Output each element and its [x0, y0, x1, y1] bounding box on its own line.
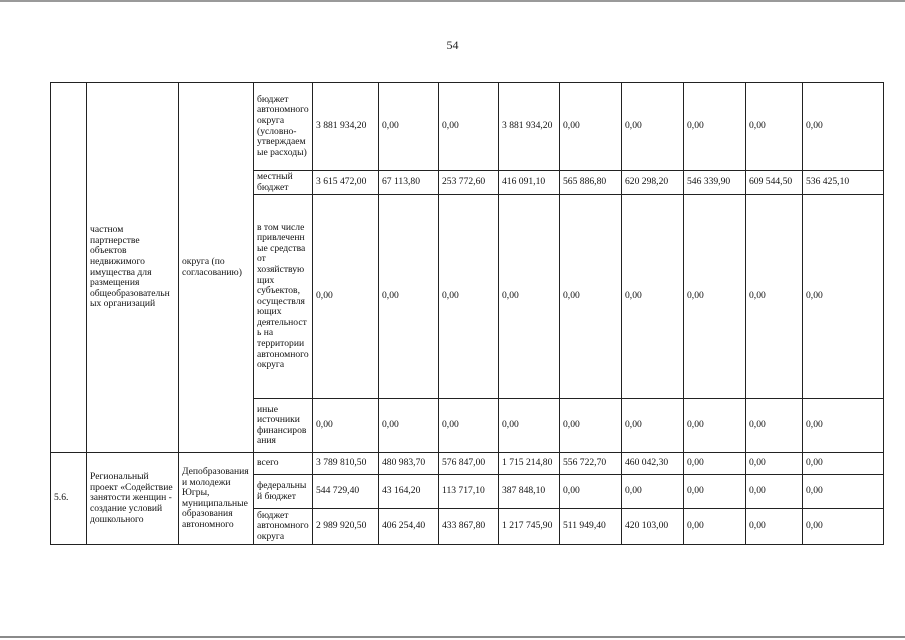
- value-cell: 3 881 934,20: [499, 83, 560, 171]
- value-cell: 0,00: [313, 399, 379, 453]
- value-cell: 0,00: [560, 475, 622, 509]
- value-cell: 544 729,40: [313, 475, 379, 509]
- value-cell: 0,00: [622, 475, 684, 509]
- value-cell: 0,00: [499, 195, 560, 399]
- value-cell: 0,00: [560, 83, 622, 171]
- value-cell: 113 717,10: [439, 475, 499, 509]
- table-row: [51, 83, 884, 171]
- budget-table: [50, 82, 884, 545]
- value-cell: 0,00: [313, 195, 379, 399]
- value-cell: 0,00: [560, 195, 622, 399]
- value-cell: 0,00: [803, 399, 884, 453]
- value-cell: 0,00: [622, 195, 684, 399]
- table-row: [51, 453, 884, 475]
- value-cell: 0,00: [684, 399, 746, 453]
- funding-source-cell: всего: [254, 453, 313, 475]
- executor-cell: округа (по согласованию): [179, 83, 254, 453]
- value-cell: 0,00: [439, 83, 499, 171]
- value-cell: 0,00: [746, 475, 803, 509]
- value-cell: 0,00: [746, 83, 803, 171]
- funding-source-cell: местный бюджет: [254, 171, 313, 195]
- funding-source-cell: бюджет автономного округа: [254, 509, 313, 545]
- value-cell: 556 722,70: [560, 453, 622, 475]
- value-cell: 460 042,30: [622, 453, 684, 475]
- value-cell: 0,00: [803, 475, 884, 509]
- scan-top-edge: [0, 0, 905, 2]
- value-cell: 0,00: [439, 399, 499, 453]
- value-cell: 43 164,20: [379, 475, 439, 509]
- value-cell: 406 254,40: [379, 509, 439, 545]
- value-cell: 2 989 920,50: [313, 509, 379, 545]
- value-cell: 0,00: [746, 195, 803, 399]
- measure-name-cell: Региональный проект «Содействие занятости женщин - создание условий дошкольного: [87, 453, 179, 545]
- value-cell: 609 544,50: [746, 171, 803, 195]
- value-cell: 0,00: [560, 399, 622, 453]
- measure-name-cell: частном партнерстве объектов недвижимого имущества для размещения общеобразовательных организаций: [87, 83, 179, 453]
- value-cell: 253 772,60: [439, 171, 499, 195]
- funding-source-cell: иные источники финансирования: [254, 399, 313, 453]
- value-cell: 1 217 745,90: [499, 509, 560, 545]
- value-cell: 387 848,10: [499, 475, 560, 509]
- value-cell: 576 847,00: [439, 453, 499, 475]
- value-cell: 420 103,00: [622, 509, 684, 545]
- value-cell: 0,00: [684, 475, 746, 509]
- value-cell: 3 615 472,00: [313, 171, 379, 195]
- value-cell: 0,00: [684, 195, 746, 399]
- value-cell: 0,00: [803, 453, 884, 475]
- value-cell: 0,00: [746, 453, 803, 475]
- row-number-cell: 5.6.: [51, 453, 87, 545]
- value-cell: 0,00: [684, 509, 746, 545]
- value-cell: 511 949,40: [560, 509, 622, 545]
- value-cell: 0,00: [803, 195, 884, 399]
- value-cell: 3 881 934,20: [313, 83, 379, 171]
- value-cell: 620 298,20: [622, 171, 684, 195]
- value-cell: 0,00: [746, 509, 803, 545]
- value-cell: 546 339,90: [684, 171, 746, 195]
- value-cell: 0,00: [499, 399, 560, 453]
- value-cell: 0,00: [803, 83, 884, 171]
- scan-bottom-edge: [0, 636, 905, 638]
- page-number: 54: [446, 38, 459, 52]
- value-cell: 1 715 214,80: [499, 453, 560, 475]
- row-number-cell: [51, 83, 87, 453]
- value-cell: 0,00: [684, 453, 746, 475]
- executor-cell: Депобразования и молодежи Югры, муниципальные образования автономного: [179, 453, 254, 545]
- value-cell: 536 425,10: [803, 171, 884, 195]
- value-cell: 3 789 810,50: [313, 453, 379, 475]
- value-cell: 565 886,80: [560, 171, 622, 195]
- funding-source-cell: бюджет автономного округа (условно-утверждаемые расходы): [254, 83, 313, 171]
- value-cell: 0,00: [379, 83, 439, 171]
- value-cell: 416 091,10: [499, 171, 560, 195]
- value-cell: 0,00: [803, 509, 884, 545]
- value-cell: 0,00: [379, 195, 439, 399]
- value-cell: 0,00: [622, 83, 684, 171]
- value-cell: 0,00: [746, 399, 803, 453]
- value-cell: 0,00: [439, 195, 499, 399]
- value-cell: 480 983,70: [379, 453, 439, 475]
- value-cell: 433 867,80: [439, 509, 499, 545]
- value-cell: 67 113,80: [379, 171, 439, 195]
- funding-source-cell: в том числе привлеченные средства от хозяйствующих субъектов, осуществляющих деятельность на территории автономного округа: [254, 195, 313, 399]
- value-cell: 0,00: [379, 399, 439, 453]
- value-cell: 0,00: [684, 83, 746, 171]
- funding-source-cell: федеральный бюджет: [254, 475, 313, 509]
- value-cell: 0,00: [622, 399, 684, 453]
